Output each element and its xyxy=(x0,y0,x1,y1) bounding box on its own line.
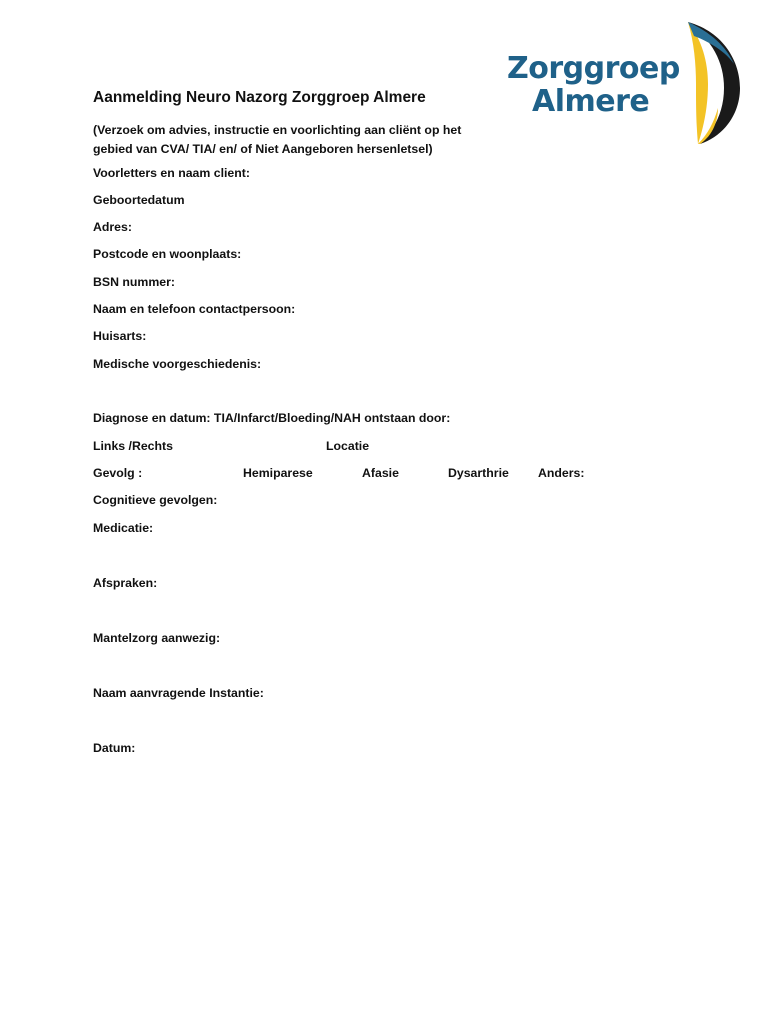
logo-line-1: Zorggroep xyxy=(507,51,680,86)
logo-arc-icon xyxy=(680,22,740,147)
field-initials-name: Voorletters en naam client: xyxy=(93,166,250,180)
field-requesting-institution: Naam aanvragende Instantie: xyxy=(93,686,264,700)
field-side: Links /Rechts xyxy=(93,439,173,453)
form-title: Aanmelding Neuro Nazorg Zorggroep Almere xyxy=(93,89,426,106)
intro-line-2: gebied van CVA/ TIA/ en/ of Niet Aangeboren hersenletsel) xyxy=(93,142,433,156)
option-dysarthria: Dysarthrie xyxy=(448,466,509,480)
field-diagnosis: Diagnose en datum: TIA/Infarct/Bloeding/NAH ontstaan door: xyxy=(93,411,451,425)
field-appointments: Afspraken: xyxy=(93,576,158,590)
zorggroep-almere-logo xyxy=(500,22,740,147)
field-cognitive: Cognitieve gevolgen: xyxy=(93,493,218,507)
field-location: Locatie xyxy=(326,439,370,453)
form-intro xyxy=(93,121,461,159)
field-birthdate: Geboortedatum xyxy=(93,193,185,207)
field-caregiver: Mantelzorg aanwezig: xyxy=(93,631,221,645)
intro-line-1: (Verzoek om advies, instructie en voorlichting aan cliënt op het xyxy=(93,123,462,137)
field-history: Medische voorgeschiedenis: xyxy=(93,357,262,371)
field-postcode-city: Postcode en woonplaats: xyxy=(93,247,242,261)
logo-wordmark xyxy=(507,52,680,118)
field-address: Adres: xyxy=(93,220,132,234)
logo-line-2: Almere xyxy=(532,84,650,119)
field-bsn: BSN nummer: xyxy=(93,275,175,289)
option-hemiparesis: Hemiparese xyxy=(243,466,313,480)
option-other: Anders: xyxy=(538,466,585,480)
field-consequence: Gevolg : xyxy=(93,466,143,480)
option-aphasia: Afasie xyxy=(362,466,399,480)
field-date: Datum: xyxy=(93,741,136,755)
field-contact: Naam en telefoon contactpersoon: xyxy=(93,302,296,316)
field-gp: Huisarts: xyxy=(93,329,147,343)
field-medication: Medicatie: xyxy=(93,521,154,535)
